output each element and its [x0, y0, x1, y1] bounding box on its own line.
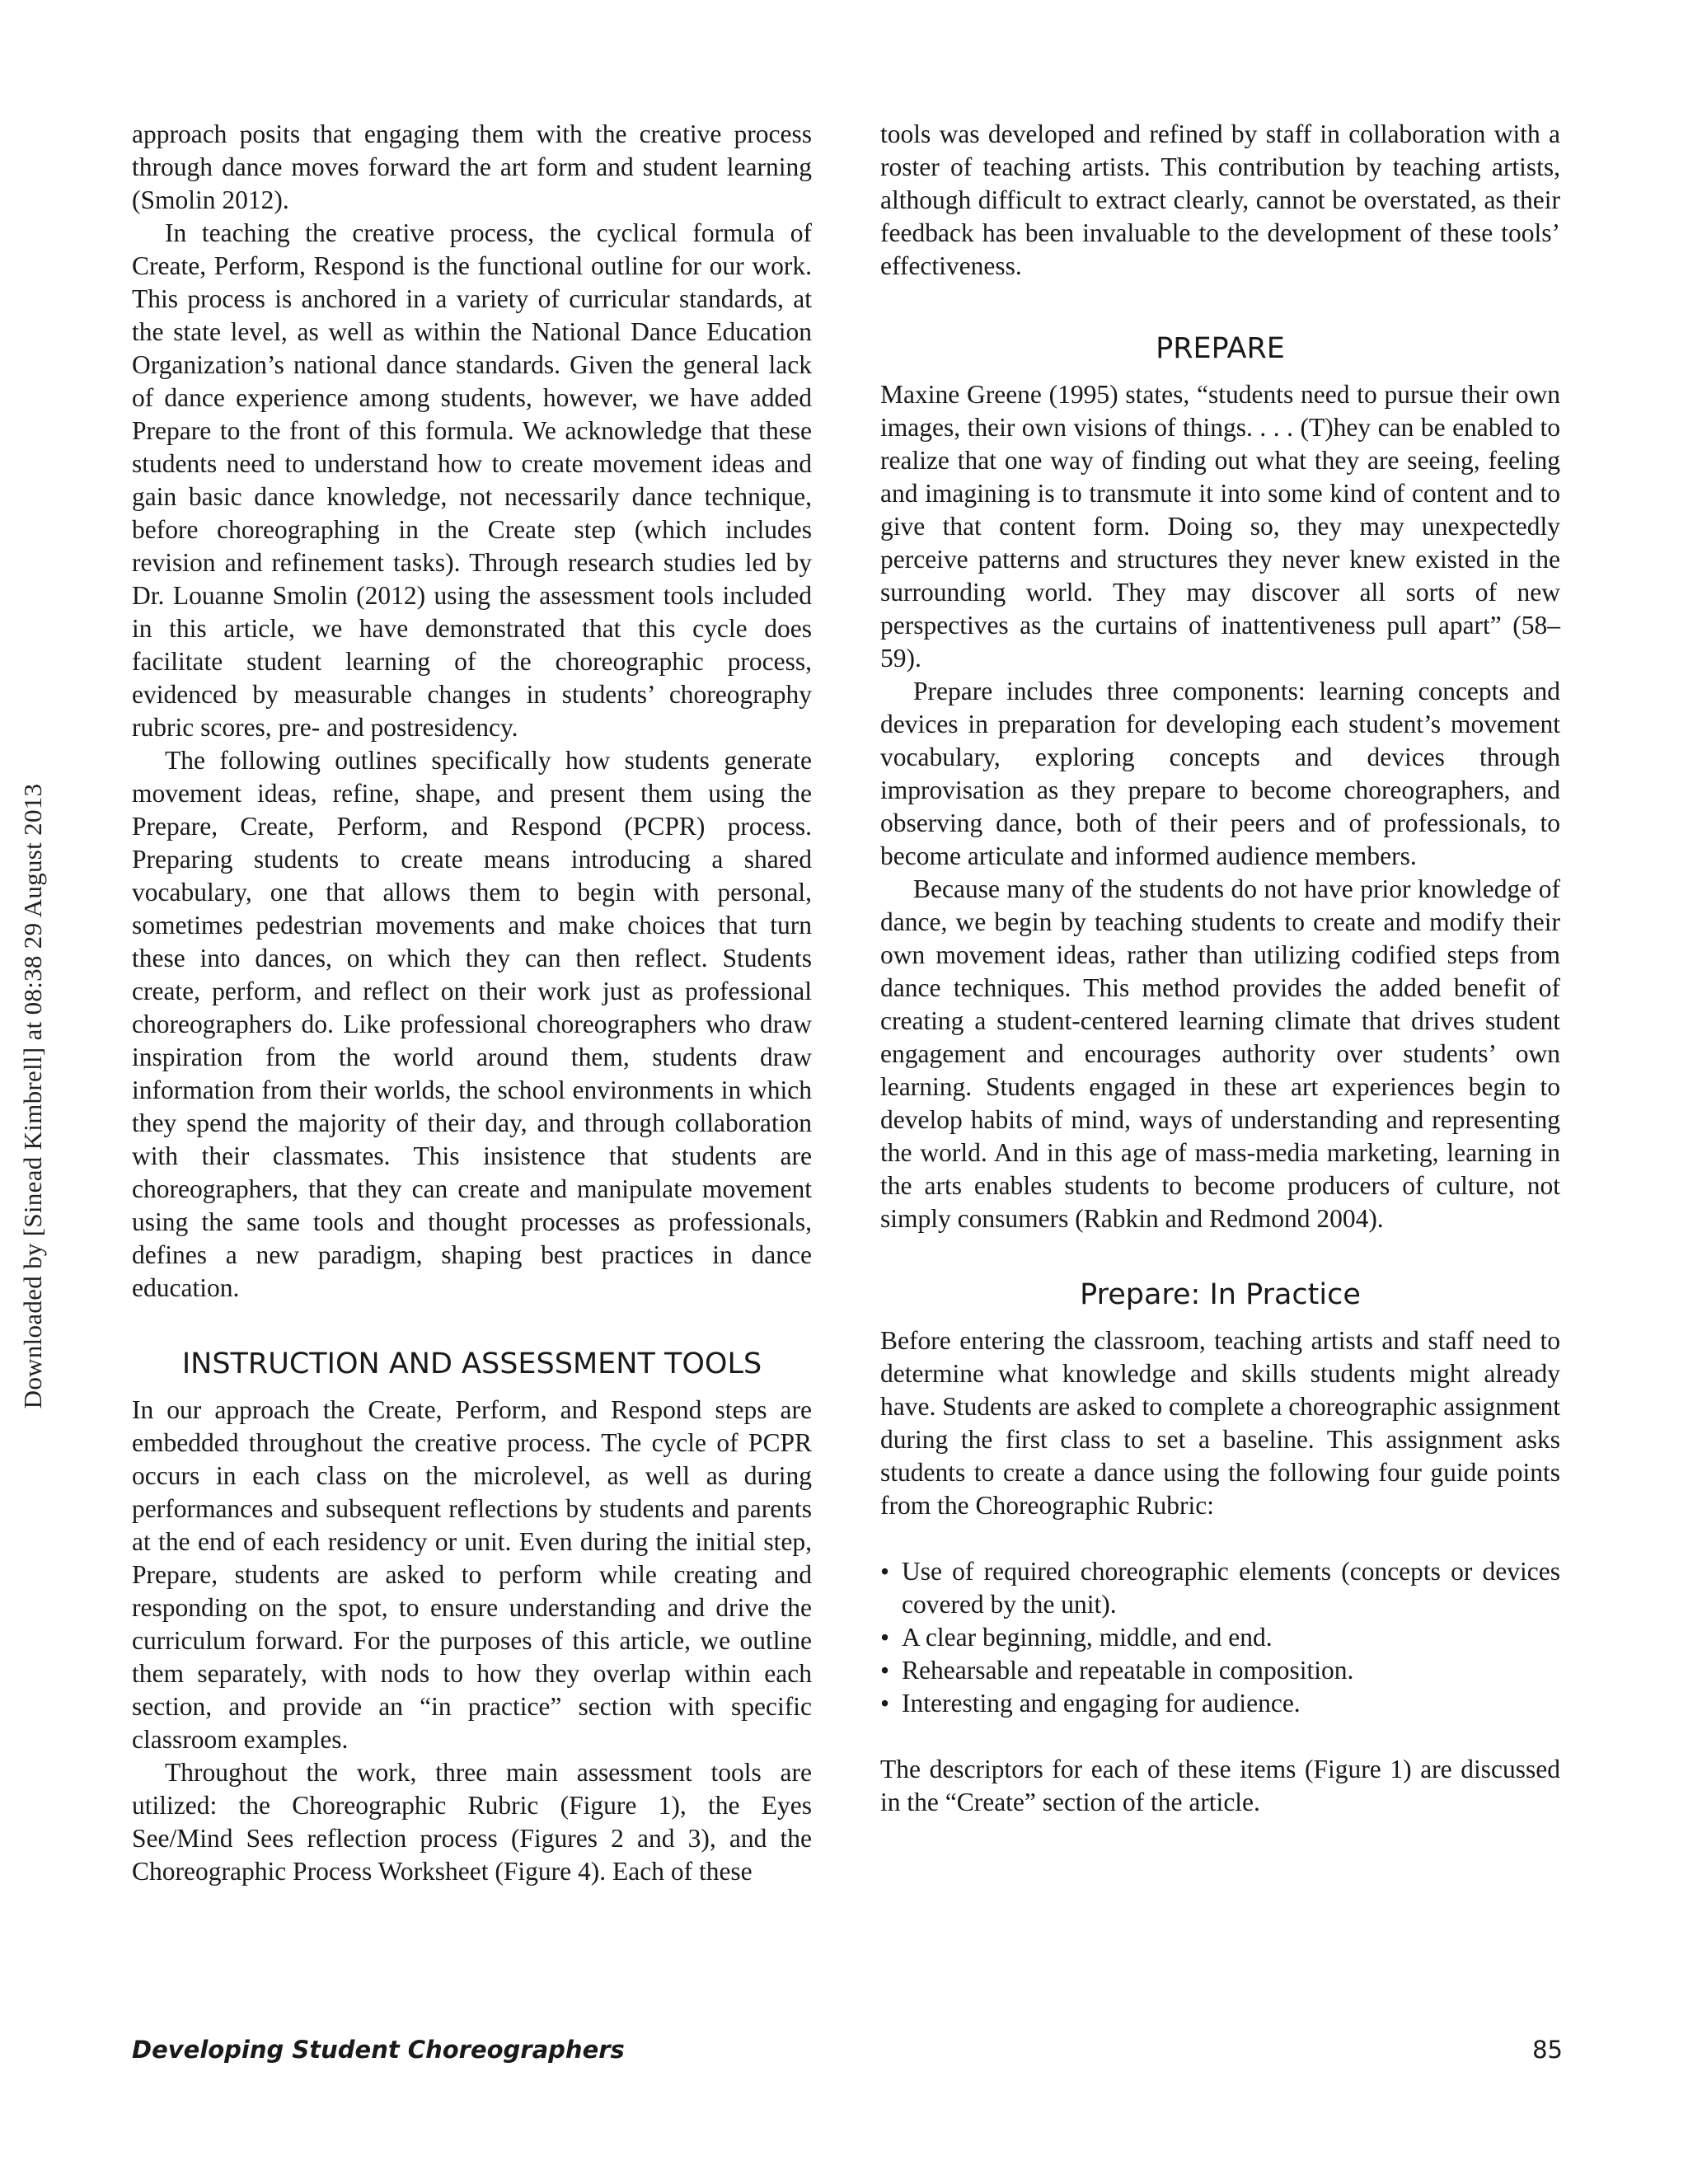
- guide-points-list: [880, 1555, 1560, 1720]
- bullet-marker: •: [880, 1623, 890, 1652]
- bullet-marker: •: [880, 1557, 890, 1586]
- section-heading-prepare: PREPARE: [1156, 332, 1285, 365]
- page-number: 85: [1532, 2036, 1563, 2064]
- section-heading-instruction-assessment: INSTRUCTION AND ASSESSMENT TOOLS: [181, 1347, 762, 1380]
- paragraph: Throughout the work, three main assessment tools are utilized: the Choreographic Rubric (Figure 1), the Eyes See/Mind Sees reflection process (Figures 2 and 3), and the Choreographic Process Worksheet (Figure 4). Each of these: [132, 1758, 812, 1886]
- paragraph: In our approach the Create, Perform, and Respond steps are embedded throughout the creative process. The cycle of PCPR occurs in each class on the microlevel, as well as during performances and subsequent reflections by students and parents at the end of each residency or unit. Even during the initial step, Prepare, students are asked to perform while creating and responding on the spot, to ensure understanding and drive the curriculum forward. For the purposes of this article, we outline them separately, with nods to how they overlap within each section, and provide an “in practice” section with specific classroom examples.: [132, 1395, 812, 1754]
- section-heading-prepare-in-practice: Prepare: In Practice: [1080, 1278, 1361, 1311]
- paragraph: approach posits that engaging them with the creative process through dance moves forward the art form and student learning (Smolin 2012).: [132, 120, 812, 214]
- paragraph: The following outlines specifically how students generate movement ideas, refine, shape, and present them using the Prepare, Create, Perform, and Respond (PCPR) process. Preparing students to create means introducing a shared vocabulary, one that allows them to begin with personal, sometimes pedestrian movements and make choices that turn these into dances, on which they can then reflect. Students create, perform, and reflect on their work just as professional choreographers do. Like professional choreographers who draw inspiration from the world around them, students draw information from their worlds, the school environments in which they spend the majority of their day, and through collaboration with their classmates. This insistence that students are choreographers, that they can create and manipulate movement using the same tools and thought processes as professionals, defines a new paradigm, shaping best practices in dance education.: [132, 746, 812, 1302]
- right-column: [880, 118, 1560, 1819]
- bullet-marker: •: [880, 1689, 890, 1718]
- list-item: • Use of required choreographic elements (concepts or devices covered by the unit).: [880, 1557, 1560, 1619]
- paragraph: Because many of the students do not have prior knowledge of dance, we begin by teaching students to create and modify their own movement ideas, rather than utilizing codified steps from dance techniques. This method provides the added benefit of creating a student-centered learning climate that drives student engagement and encourages authority over students’ own learning. Students engaged in these art experiences begin to develop habits of mind, ways of understanding and representing the world. And in this age of mass-media marketing, learning in the arts enables students to become producers of culture, not simply consumers (Rabkin and Redmond 2004).: [880, 874, 1560, 1233]
- watermark-text: Downloaded by [Sinead Kimbrell] at 08:38 29 August 2013: [18, 783, 47, 1409]
- paragraph: Maxine Greene (1995) states, “students need to pursue their own images, their own visions of things. . . . (T)hey can be enabled to realize that one way of finding out what they are seeing, feeling and imagining is to transmute it into some kind of content and to give that content form. Doing so, they may unexpectedly perceive patterns and structures they never knew existed in the surrounding world. They may discover all sorts of new perspectives as the curtains of inattentiveness pull apart” (58–59).: [880, 380, 1560, 673]
- list-item: • A clear beginning, middle, and end.: [880, 1621, 1560, 1654]
- list-item: • Interesting and engaging for audience.: [880, 1687, 1560, 1720]
- paragraph: In teaching the creative process, the cyclical formula of Create, Perform, Respond is the functional outline for our work. This process is anchored in a variety of curricular standards, at the state level, as well as within the National Dance Education Organization’s national dance standards. Given the general lack of dance experience among students, however, we have added Prepare to the front of this formula. We acknowledge that these students need to understand how to create movement ideas and gain basic dance knowledge, not necessarily dance technique, before choreographing in the Create step (which includes revision and refinement tasks). Through research studies led by Dr. Louanne Smolin (2012) using the assessment tools included in this article, we have demonstrated that this cycle does facilitate student learning of the choreographic process, evidenced by measurable changes in students’ choreography rubric scores, pre- and postresidency.: [132, 218, 812, 742]
- running-footer-title: Developing Student Choreographers: [132, 2036, 625, 2064]
- paragraph: tools was developed and refined by staff in collaboration with a roster of teaching artists. This contribution by teaching artists, although difficult to extract clearly, cannot be overstated, as their feedback has been invaluable to the development of these tools’ effectiveness.: [880, 120, 1560, 280]
- paragraph: The descriptors for each of these items (Figure 1) are discussed in the “Create” section of the article.: [880, 1755, 1560, 1816]
- left-column: [132, 118, 812, 1888]
- paragraph: Before entering the classroom, teaching artists and staff need to determine what knowledge and skills students might already have. Students are asked to complete a choreographic assignment during the first class to set a baseline. This assignment asks students to create a dance using the following four guide points from the Choreographic Rubric:: [880, 1326, 1560, 1520]
- paragraph: Prepare includes three components: learning concepts and devices in preparation for developing each student’s movement vocabulary, exploring concepts and devices through improvisation as they prepare to become choreographers, and observing dance, both of their peers and of professionals, to become articulate and informed audience members.: [880, 677, 1560, 870]
- list-item: • Rehearsable and repeatable in composition.: [880, 1654, 1560, 1687]
- bullet-marker: •: [880, 1656, 890, 1685]
